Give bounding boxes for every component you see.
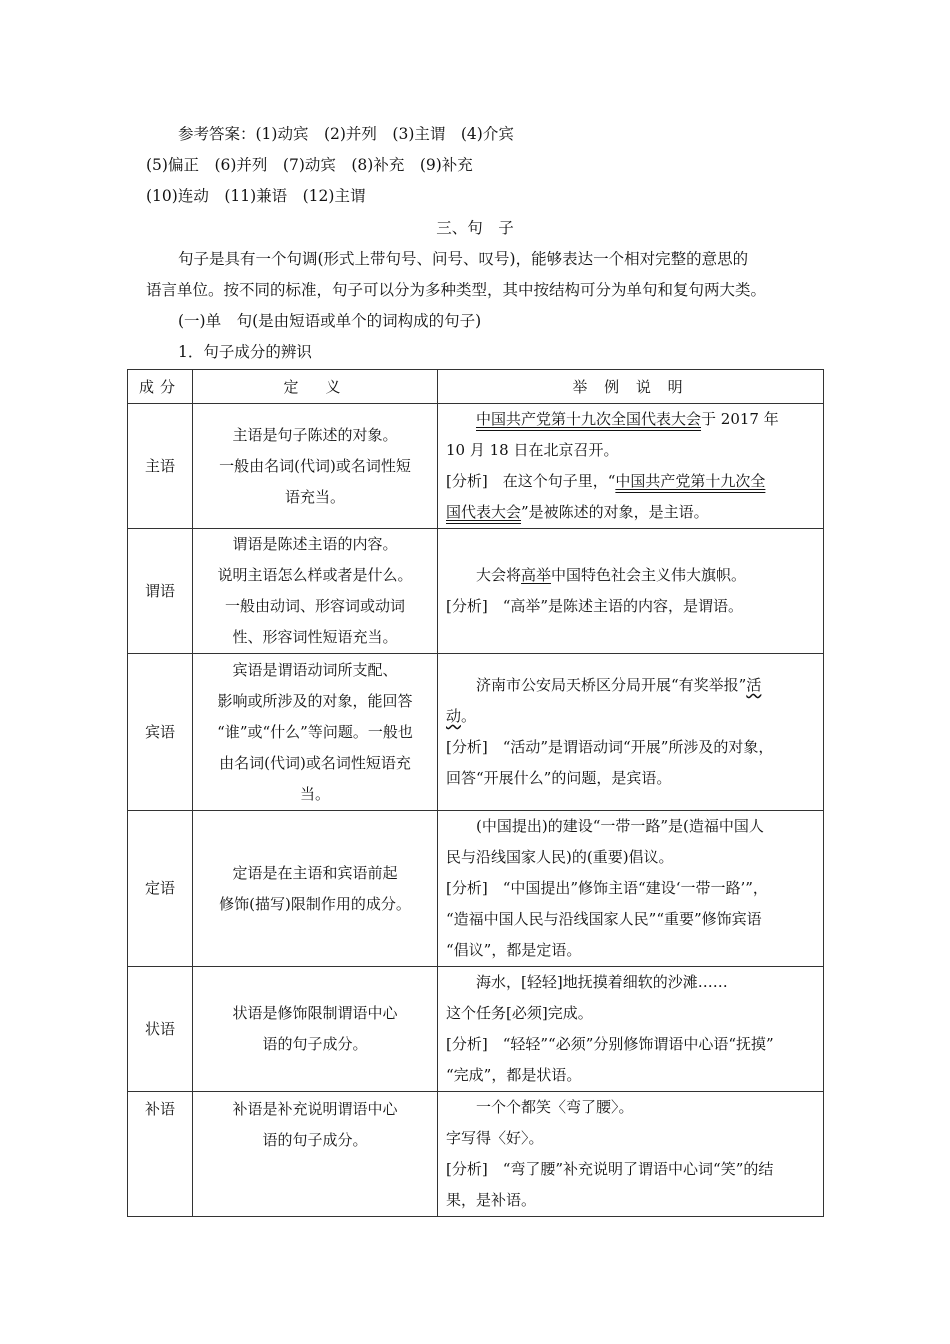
table-row: [128, 529, 824, 654]
definition-line: 由名词(代词)或名词性短语充: [219, 753, 411, 772]
definition-line: 语的句子成分。: [262, 1035, 368, 1053]
analysis-line: [分析] “高举”是陈述主语的内容，是谓语。: [446, 597, 744, 615]
example-text: 中国特色社会主义伟大旗帜。: [551, 566, 747, 584]
analysis-line: 回答“开展什么”的问题，是宾语。: [446, 769, 672, 787]
underlined-subject: 中国共产党第十九次全国代表大会: [476, 410, 702, 428]
item-heading-sentence-components: 1．句子成分的辨识: [178, 343, 312, 361]
analysis-text: [分析] 在这个句子里，“: [446, 472, 616, 490]
definition-line: 一般由动词、形容词或动词: [224, 597, 405, 615]
definition-line: 补语是补充说明谓语中心: [232, 1100, 398, 1118]
answers-line-1: 参考答案：(1)动宾 (2)并列 (3)主谓 (4)介宾: [178, 125, 514, 143]
answers-line-3: (10)连动 (11)兼语 (12)主谓: [146, 187, 366, 205]
component-example: [438, 529, 824, 654]
component-name: 宾语: [128, 654, 193, 811]
table-row: [128, 654, 824, 811]
analysis-line: [446, 466, 815, 497]
definition-line: 影响或所涉及的对象，能回答: [217, 691, 413, 710]
analysis-line: “完成”，都是状语。: [446, 1066, 582, 1084]
example-line: [446, 404, 815, 435]
example-line: 一个个都笑〈弯了腰〉。: [476, 1098, 634, 1116]
definition-line: 状语是修饰限制谓语中心: [232, 1004, 398, 1022]
definition-line: 宾语是谓语动词所支配、: [232, 660, 398, 679]
section-title: 三、句 子: [436, 219, 514, 237]
example-line: 民与沿线国家人民)的(重要)倡议。: [446, 848, 674, 866]
example-line: [446, 560, 815, 591]
example-text: 济南市公安局天桥区分局开展“有奖举报”: [476, 676, 747, 694]
analysis-line: [分析] “活动”是谓语动词“开展”所涉及的对象，: [446, 738, 774, 756]
intro-paragraph-line-2: 语言单位。按不同的标准，句子可以分为多种类型，其中按结构可分为单句和复句两大类。: [146, 281, 767, 299]
component-definition: [193, 811, 438, 967]
sentence-components-table: [127, 369, 824, 1217]
example-line: 字写得〈好〉。: [446, 1129, 544, 1147]
definition-line: 修饰(描写)限制作用的成分。: [219, 894, 411, 913]
underlined-object: 动: [446, 707, 462, 725]
component-example: [438, 404, 824, 529]
definition-line: 主语是句子陈述的对象。: [232, 425, 398, 444]
analysis-line: 果，是补语。: [446, 1191, 537, 1209]
component-name: 定语: [128, 811, 193, 967]
table-row: [128, 811, 824, 967]
sub-heading-simple-sentence: (一)单 句(是由短语或单个的词构成的句子): [178, 312, 482, 330]
table-row: [128, 967, 824, 1092]
analysis-line: “倡议”，都是定语。: [446, 941, 582, 959]
underlined-predicate: 高举: [521, 566, 552, 584]
header-examples: 举 例 说 明: [438, 370, 824, 404]
underlined-subject: 中国共产党第十九次全: [615, 472, 766, 490]
example-line: 这个任务[必须]完成。: [446, 1004, 593, 1022]
definition-line: 谓语是陈述主语的内容。: [232, 535, 398, 553]
definition-line: 语的句子成分。: [262, 1131, 368, 1149]
intro-paragraph-line-1: 句子是具有一个句调(形式上带句号、问号、叹号)，能够表达一个相对完整的意思的: [178, 250, 749, 268]
analysis-line: [分析] “中国提出”修饰主语“建设‘一带一路’”，: [446, 879, 768, 897]
component-name: 补语: [128, 1092, 193, 1217]
table-header-row: [128, 370, 824, 404]
example-line: 10 月 18 日在北京召开。: [446, 441, 619, 459]
example-line: [446, 701, 815, 732]
component-example: [438, 967, 824, 1092]
definition-line: “谁”或“什么”等问题。一般也: [217, 722, 413, 741]
table-row: [128, 1092, 824, 1217]
table-row: [128, 404, 824, 529]
definition-line: 当。: [299, 784, 330, 803]
analysis-line: [分析] “轻轻”“必须”分别修饰谓语中心语“抚摸”: [446, 1035, 774, 1053]
component-definition: [193, 654, 438, 811]
definition-line: 一般由名词(代词)或名词性短: [219, 456, 411, 475]
definition-line: 语充当。: [284, 487, 345, 506]
definition-line: 定语是在主语和宾语前起: [232, 863, 398, 882]
underlined-object: 活: [746, 676, 762, 694]
example-line: (中国提出)的建设“一带一路”是(造福中国人: [476, 817, 764, 835]
analysis-text: ”是被陈述的对象，是主语。: [521, 503, 709, 521]
definition-line: 性、形容词性短语充当。: [232, 628, 398, 646]
example-line: [446, 670, 815, 701]
example-text: 。: [461, 707, 477, 725]
example-line: 海水，[轻轻]地抚摸着细软的沙滩……: [476, 973, 728, 991]
header-component: 成分: [128, 370, 193, 404]
definition-line: 说明主语怎么样或者是什么。: [217, 566, 413, 584]
component-example: [438, 811, 824, 967]
component-example: [438, 1092, 824, 1217]
header-definition: 定 义: [193, 370, 438, 404]
analysis-line: [446, 497, 815, 528]
example-text: 于 2017 年: [701, 410, 779, 428]
answers-line-2: (5)偏正 (6)并列 (7)动宾 (8)补充 (9)补充: [146, 156, 473, 174]
component-definition: [193, 529, 438, 654]
example-text: 大会将: [476, 566, 522, 584]
component-name: 主语: [128, 404, 193, 529]
component-definition: [193, 1092, 438, 1217]
component-definition: [193, 404, 438, 529]
underlined-subject: 国代表大会: [446, 503, 522, 521]
component-name: 谓语: [128, 529, 193, 654]
component-definition: [193, 967, 438, 1092]
analysis-line: [分析] “弯了腰”补充说明了谓语中心词“笑”的结: [446, 1160, 774, 1178]
analysis-line: “造福中国人民与沿线国家人民”“重要”修饰宾语: [446, 910, 762, 928]
component-name: 状语: [128, 967, 193, 1092]
component-example: [438, 654, 824, 811]
